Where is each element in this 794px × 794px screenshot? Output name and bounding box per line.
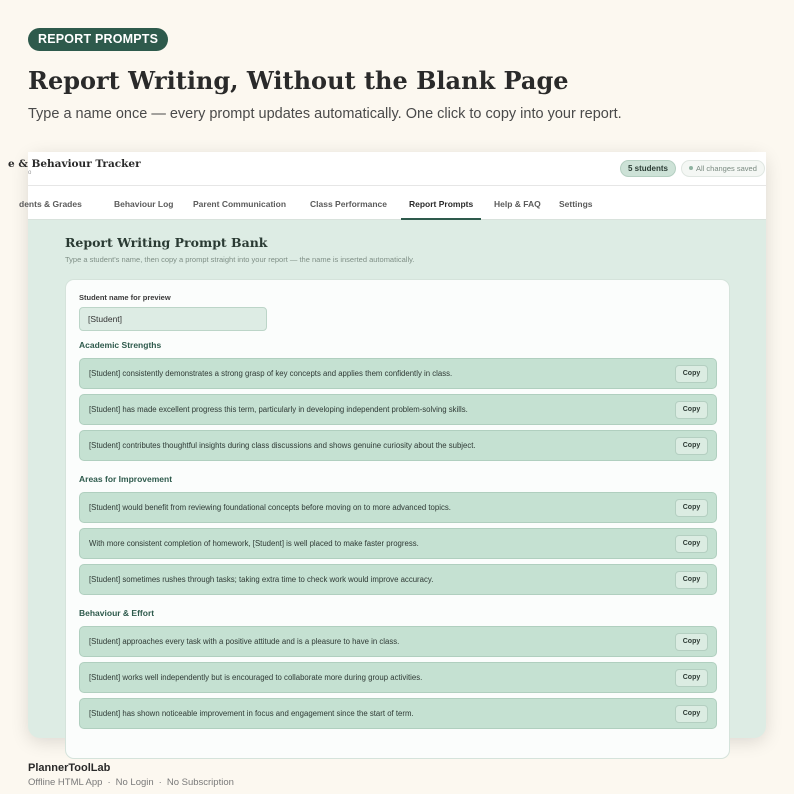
feature-separator: · [107,777,111,788]
prompt-text: [Student] consistently demonstrates a strong grasp of key concepts and applies them confidently in class. [89,369,453,378]
students-count-badge: 5 students [620,160,676,177]
prompt-item [79,358,717,389]
feature-no-login: No Login [115,777,154,788]
copy-button[interactable]: Copy [675,365,708,383]
copy-button[interactable]: Copy [675,535,708,553]
section-title-behaviour-effort: Behaviour & Effort [79,608,155,618]
save-status-text: All changes saved [696,164,757,173]
tab-help-faq[interactable]: Help & FAQ [494,199,541,209]
copy-button[interactable]: Copy [675,571,708,589]
feature-offline: Offline HTML App [28,777,103,788]
tab-bar [19,186,766,220]
tab-students-grades[interactable]: dents & Grades [19,199,82,209]
status-dot-icon [689,166,693,170]
brand-features [28,777,234,788]
tab-settings[interactable]: Settings [559,199,593,209]
prompt-item [79,662,717,693]
feature-separator: · [158,777,162,788]
app-title: e & Behaviour Tracker [8,158,141,170]
app-header [8,152,766,186]
prompt-item [79,528,717,559]
page-title: Report Writing Prompt Bank [65,235,268,250]
prompt-item [79,626,717,657]
headline: Report Writing, Without the Blank Page [28,66,569,95]
prompt-text: [Student] approaches every task with a positive attitude and is a pleasure to have in class. [89,637,400,646]
section-title-areas-for-improvement: Areas for Improvement [79,474,173,484]
tab-report-prompts[interactable]: Report Prompts [401,186,481,220]
page-description: Type a student's name, then copy a prompt straight into your report — the name is inserted automatically. [65,255,415,264]
feature-no-subscription: No Subscription [166,777,234,788]
prompt-text: [Student] sometimes rushes through tasks; taking extra time to check work would improve accuracy. [89,575,434,584]
copy-button[interactable]: Copy [675,669,708,687]
tab-behaviour-log[interactable]: Behaviour Log [114,199,174,209]
prompt-text: [Student] works well independently but is encouraged to collaborate more during group activities. [89,673,423,682]
prompt-text: [Student] has made excellent progress this term, particularly in developing independent problem-solving skills. [89,405,468,414]
student-name-input[interactable] [79,307,267,331]
prompt-text: [Student] has shown noticeable improvement in focus and engagement since the start of term. [89,709,414,718]
prompt-item [79,698,717,729]
prompt-item [79,564,717,595]
app-window [8,152,766,738]
report-prompts-badge: REPORT PROMPTS [28,28,168,51]
copy-button[interactable]: Copy [675,705,708,723]
prompt-text: [Student] contributes thoughtful insights during class discussions and shows genuine curiosity about the subject. [89,441,476,450]
brand-name: PlannerToolLab [28,762,111,774]
save-status-badge [681,160,765,177]
prompt-bank-card [65,279,730,759]
report-prompts-panel [28,220,766,738]
copy-button[interactable]: Copy [675,499,708,517]
prompt-item [79,430,717,461]
tab-parent-communication[interactable]: Parent Communication [193,199,287,209]
subheadline: Type a name once — every prompt updates automatically. One click to copy into your report. [28,106,622,122]
prompt-item [79,394,717,425]
prompt-item [79,492,717,523]
section-title-academic-strengths: Academic Strengths [79,340,162,350]
app-title-subtext: o [28,170,32,176]
copy-button[interactable]: Copy [675,437,708,455]
copy-button[interactable]: Copy [675,633,708,651]
prompt-text: [Student] would benefit from reviewing foundational concepts before moving on to more advanced topics. [89,503,451,512]
tab-class-performance[interactable]: Class Performance [310,199,388,209]
student-name-label: Student name for preview [79,293,171,302]
prompt-text: With more consistent completion of homework, [Student] is well placed to make faster progress. [89,539,419,548]
copy-button[interactable]: Copy [675,401,708,419]
